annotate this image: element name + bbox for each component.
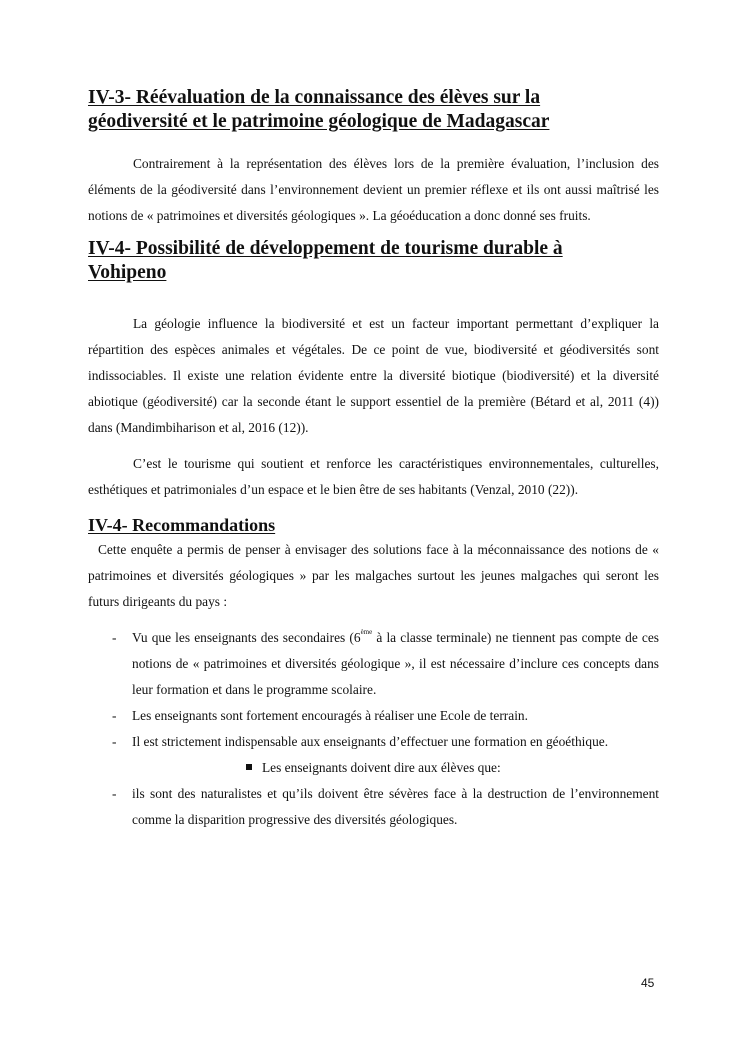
recommendation-list-continued bbox=[88, 781, 659, 833]
paragraph-recommandations-intro: Cette enquête a permis de penser à envisager des solutions face à la méconnaissance des notions de « patrimoines et diversités géologiques » par les malgaches surtout les jeunes malgaches qui seront les futurs dirigeants du pays : bbox=[88, 542, 659, 609]
square-bullet-icon bbox=[246, 764, 252, 770]
dash-marker: - bbox=[112, 734, 117, 749]
document-page bbox=[88, 86, 659, 833]
paragraph-geologie: La géologie influence la biodiversité et est un facteur important permettant d’expliquer la répartition des espèces animales et végétales. De ce point de vue, biodiversité et géodiversités sont indissociables. Il existe une relation évidente entre la diversité biotique (biodiversité) et la diversité abiotique (géodiversité) car la seconde étant le support essentiel de la première (Bétard et al, 2011 (4)) dans (Mandimbiharison et al, 2016 (12)). bbox=[88, 316, 659, 435]
paragraph-reevaluation: Contrairement à la représentation des élèves lors de la première évaluation, l’inclusion des éléments de la géodiversité dans l’environnement devient un premier réflexe et ils ont aussi maîtrisé les notions de « patrimoines et diversités géologiques ». La géoéducation a donc donné ses fruits. bbox=[88, 156, 659, 223]
list-item: - ils sont des naturalistes et qu’ils doivent être sévères face à la destruction de l’environnement comme la disparition progressive des diversités géologiques. bbox=[88, 781, 659, 833]
dash-marker: - bbox=[112, 708, 117, 723]
paragraph-tourisme: C’est le tourisme qui soutient et renforce les caractéristiques environnementales, culturelles, esthétiques et patrimoniales d’un espace et le bien être de ses habitants (Venzal, 2010 (22)). bbox=[88, 456, 659, 497]
section-heading-tourisme: IV-4- Possibilité de développement de tourisme durable à Vohipeno bbox=[88, 238, 563, 283]
list-item: - Il est strictement indispensable aux enseignants d’effectuer une formation en géoéthique. bbox=[88, 729, 659, 755]
square-bullet-line: Les enseignants doivent dire aux élèves que: bbox=[88, 755, 659, 781]
section-heading-recommandations: IV-4- Recommandations bbox=[88, 515, 276, 535]
section-heading-reevaluation: IV-3- Réévaluation de la connaissance des élèves sur la géodiversité et le patrimoine géologique de Madagascar bbox=[88, 87, 550, 132]
recommendation-list bbox=[88, 625, 659, 755]
list-item: - Les enseignants sont fortement encouragés à réaliser une Ecole de terrain. bbox=[88, 703, 659, 729]
dash-marker: - bbox=[112, 630, 117, 645]
page-number: 45 bbox=[641, 976, 655, 990]
dash-marker: - bbox=[112, 786, 117, 801]
list-item: - Vu que les enseignants des secondaires (6ème à la classe terminale) ne tiennent pas compte de ces notions de « patrimoines et diversités géologique », il est nécessaire d’inclure ces concepts dans leur formation et dans le programme scolaire. bbox=[88, 625, 659, 703]
